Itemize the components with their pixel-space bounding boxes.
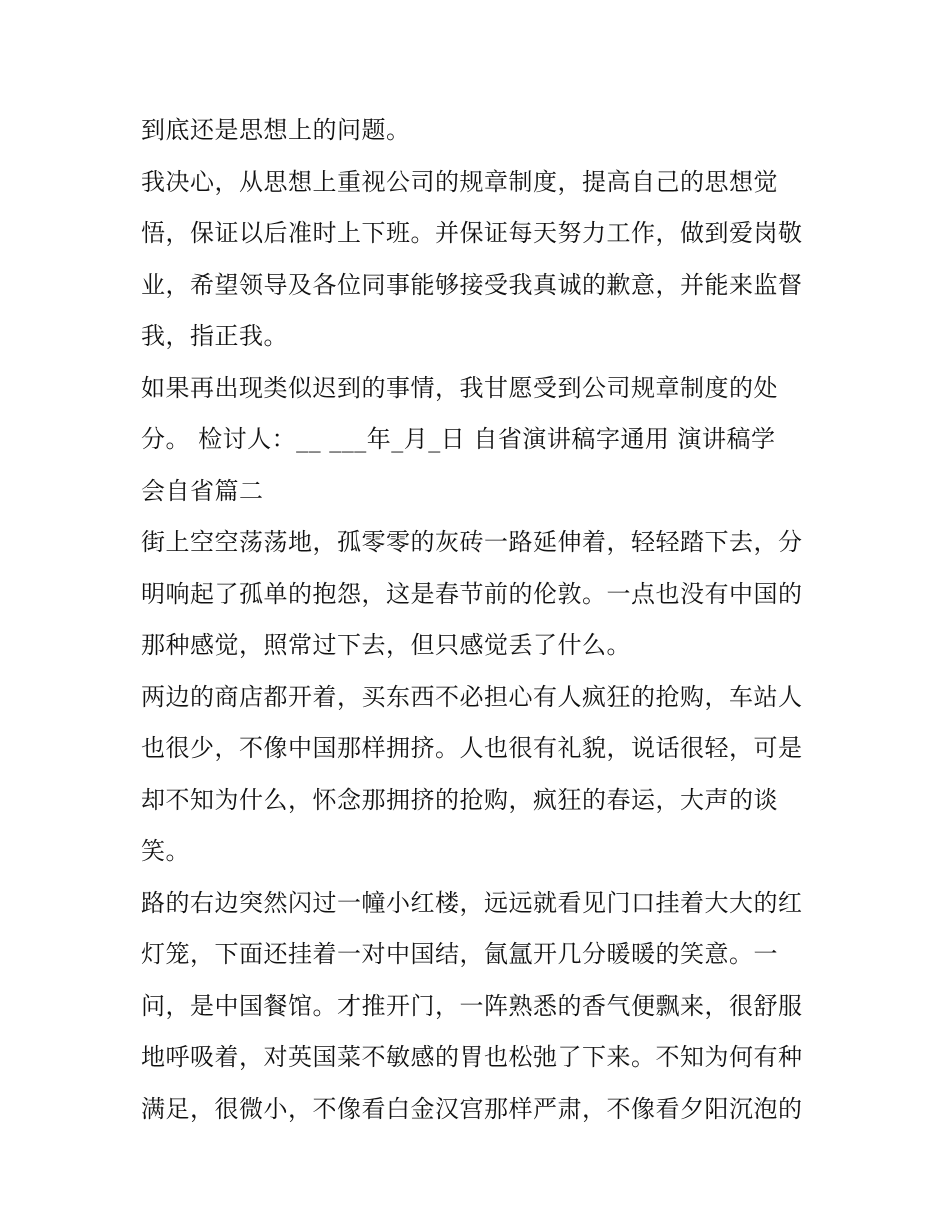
text-line: 却不知为什么，怀念那拥挤的抢购，疯狂的春运，大声的谈	[141, 785, 778, 814]
text-line: 业，希望领导及各位同事能够接受我真诚的歉意，并能来监督	[141, 270, 803, 299]
text-line: 灯笼，下面还挂着一对中国结，氤氲开几分暖暖的笑意。一	[141, 940, 778, 968]
text-line: 街上空空荡荡地，孤零零的灰砖一路延伸着，轻轻踏下去，分	[141, 528, 803, 556]
text-line: 我决心，从思想上重视公司的规章制度，提高自己的思想觉	[141, 167, 778, 196]
text-line: 如果再出现类似迟到的事情，我甘愿受到公司规章制度的处	[141, 373, 778, 402]
text-line: 笑。	[141, 837, 190, 865]
text-line: 满足，很微小，不像看白金汉宫那样严肃，不像看夕阳沉泡的	[141, 1094, 803, 1123]
text-line: 也很少，不像中国那样拥挤。人也很有礼貌，说话很轻，可是	[141, 734, 803, 762]
text-line: 分。 检讨人：__ ___年_月_日 自省演讲稿字通用 演讲稿学	[141, 425, 776, 453]
section-heading-line: 会自省篇二	[141, 476, 264, 505]
text-line: 明响起了孤单的抱怨，这是春节前的伦敦。一点也没有中国的	[141, 579, 803, 608]
text-line: 那种感觉，照常过下去，但只感觉丢了什么。	[141, 631, 631, 659]
text-line: 两边的商店都开着，买东西不必担心有人疯狂的抢购，车站人	[141, 682, 803, 711]
document-body	[141, 105, 816, 1135]
text-line: 地呼吸着，对英国菜不敏感的胃也松弛了下来。不知为何有种	[141, 1043, 803, 1071]
text-line: 问，是中国餐馆。才推开门，一阵熟悉的香气便飘来，很舒服	[141, 991, 803, 1020]
text-line: 路的右边突然闪过一幢小红楼，远远就看见门口挂着大大的红	[141, 888, 803, 917]
text-line: 悟，保证以后准时上下班。并保证每天努力工作，做到爱岗敬	[141, 219, 803, 247]
text-line: 我，指正我。	[141, 322, 288, 350]
text-line: 到底还是思想上的问题。	[141, 116, 411, 144]
